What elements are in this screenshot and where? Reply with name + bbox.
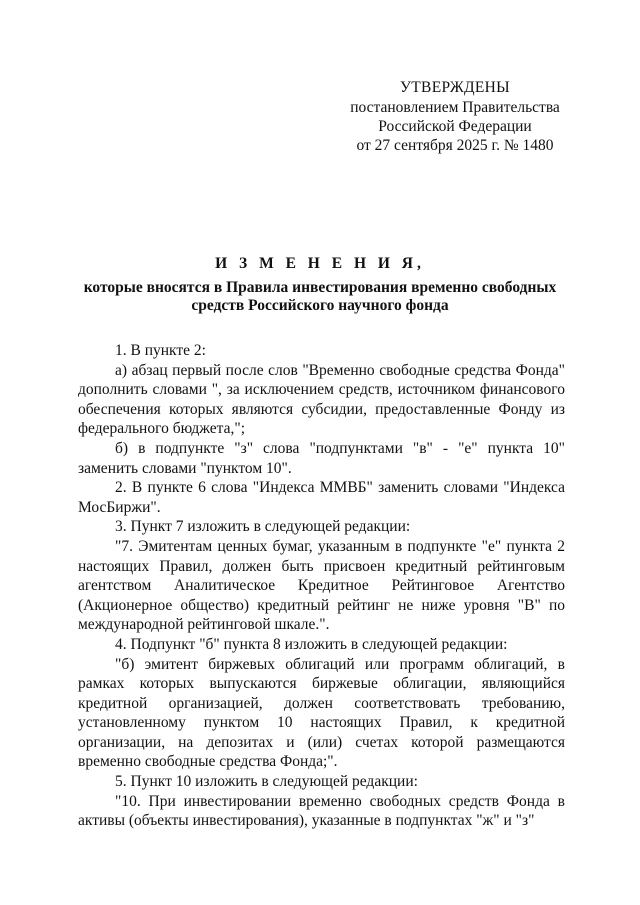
document-subtitle-line-2: средств Российского научного фонда bbox=[191, 297, 449, 314]
paragraph: б) в подпункте "з" слова "подпунктами "в" - "е" пункта 10" заменить словами "пунктом 10". bbox=[78, 439, 565, 477]
paragraph: "7. Эмитентам ценных бумаг, указанным в подпункте "е" пункта 2 настоящих Правил, должен быть присвоен кредитный рейтинговым агентством Аналитическое Кредитное Рейтинговое Агентство (Акционерное общество) кредитный рейтинг не ниже уровня "B" по международной рейтинговой шкале.". bbox=[78, 537, 565, 634]
paragraph: 3. Пункт 7 изложить в следующей редакции: bbox=[115, 518, 411, 536]
paragraph: "б) эмитент биржевых облигаций или программ облигаций, в рамках которых выпускаются биржевые облигации, являющийся кредитной организацией, должен соответствовать требованию, установленному пунктом 10 настоящих Правил, к кредитной организации, на депозитах и (или) счетах которой размещаются временно свободные средства Фонда;". bbox=[78, 655, 565, 771]
paragraph: 1. В пункте 2: bbox=[115, 342, 206, 359]
approval-block bbox=[330, 78, 580, 158]
approval-title: УТВЕРЖДЕНЫ bbox=[400, 79, 510, 96]
document-subtitle-line-1: которые вносятся в Правила инвестирования временно свободных bbox=[83, 279, 557, 296]
paragraph: "10. При инвестировании временно свободных средств Фонда в активы (объекты инвестирования), указанные в подпунктах "ж" и "з" bbox=[78, 792, 565, 830]
approval-line-2: Российской Федерации bbox=[378, 118, 532, 135]
approval-line-1: постановлением Правительства bbox=[350, 99, 560, 116]
document-body bbox=[78, 341, 565, 831]
paragraph: 4. Подпункт "б" пункта 8 изложить в следующей редакции: bbox=[115, 635, 508, 653]
approval-line-3: от 27 сентября 2025 г. № 1480 bbox=[356, 137, 554, 154]
paragraph: 5. Пункт 10 изложить в следующей редакции: bbox=[115, 773, 418, 791]
paragraph: 2. В пункте 6 слова "Индекса ММВБ" заменить словами "Индекса МосБиржи". bbox=[78, 479, 565, 516]
document-title: И З М Е Н Е Н И Я, bbox=[215, 255, 425, 272]
paragraph: а) абзац первый после слов "Временно свободные средства Фонда" дополнить словами ", за исключением средств, источником финансового обеспечения которых являются субсидии, предоставленные Фонду из федерального бюджета,"; bbox=[78, 361, 565, 438]
